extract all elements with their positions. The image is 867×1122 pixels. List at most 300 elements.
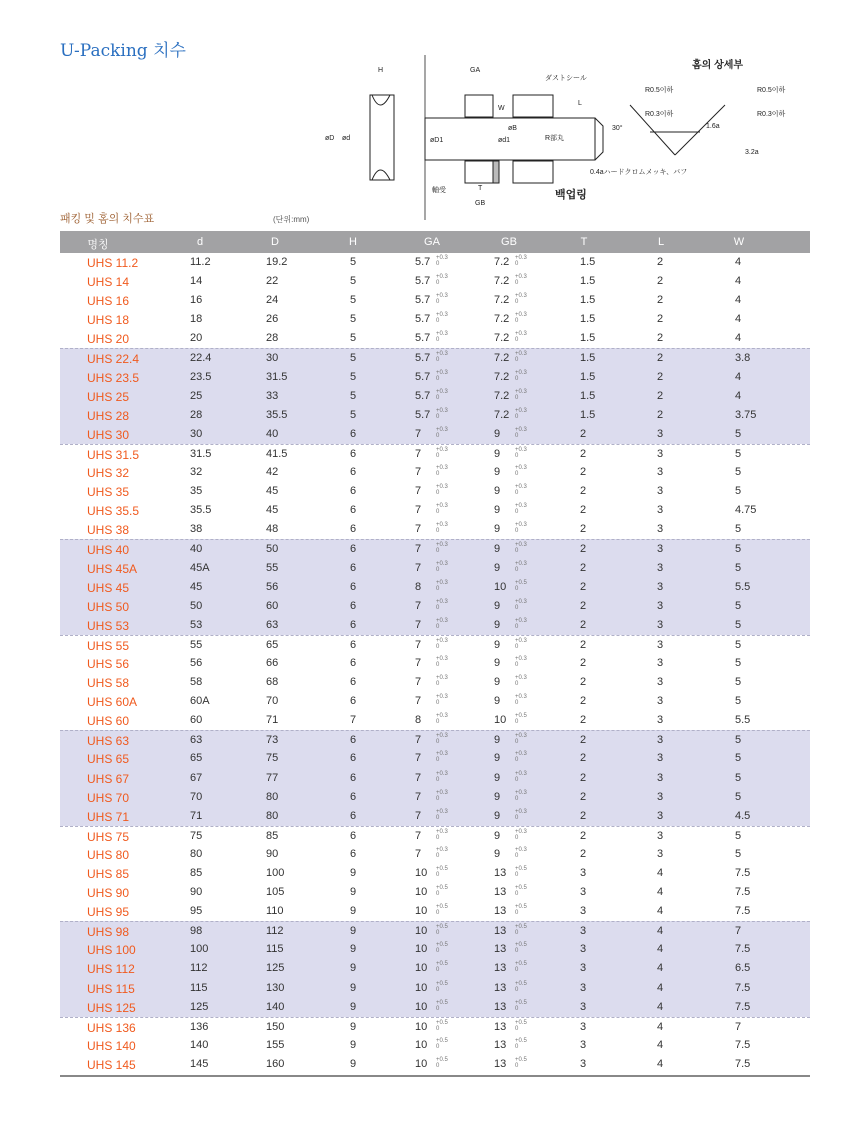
cell: 7.2	[494, 294, 510, 307]
cell: 35	[190, 485, 203, 498]
cell: 7	[415, 561, 422, 574]
tolerance-upper: +0.3	[436, 407, 448, 414]
tolerance-upper: +0.3	[436, 598, 448, 605]
part-name: UHS 40	[87, 543, 130, 558]
tolerance-lower: 0	[515, 280, 519, 287]
cell: 9	[494, 599, 501, 612]
tolerance	[515, 656, 527, 668]
part-name: UHS 50	[87, 599, 130, 614]
dim-gb-label: GB	[475, 200, 486, 207]
part-name: UHS 115	[87, 981, 135, 996]
cell: 30	[266, 352, 279, 365]
cell: 22	[266, 275, 279, 288]
cell: 4	[735, 275, 742, 288]
table-row	[60, 654, 810, 673]
cell: 9	[494, 561, 501, 574]
cell: 33	[266, 389, 279, 402]
cell: 32	[190, 466, 203, 479]
tolerance	[436, 503, 448, 515]
tolerance	[436, 522, 448, 534]
cell: 2	[580, 618, 587, 631]
cell: 6.5	[735, 962, 751, 975]
cell: 6	[350, 543, 357, 556]
part-name: UHS 45	[87, 580, 130, 595]
r03-right: R0.3이하	[757, 111, 786, 118]
cell: 6	[350, 656, 357, 669]
cell: 13	[494, 905, 507, 918]
tolerance	[436, 447, 448, 459]
cell: 1.5	[580, 332, 596, 345]
cell: 7	[735, 1020, 742, 1033]
tolerance	[436, 618, 448, 630]
cell: 19.2	[266, 256, 288, 268]
tolerance	[515, 293, 527, 305]
part-name: UHS 100	[87, 943, 136, 958]
cell: 7	[415, 656, 422, 669]
tolerance	[515, 790, 527, 802]
cell: 6	[350, 752, 357, 765]
tolerance-lower: 0	[515, 967, 519, 974]
tolerance-upper: +0.3	[515, 351, 527, 358]
cell: 40	[190, 543, 203, 556]
cell: 50	[190, 599, 203, 612]
table-row	[60, 387, 810, 406]
tolerance	[515, 675, 527, 687]
part-name: UHS 25	[87, 389, 130, 404]
tolerance-upper: +0.3	[436, 694, 448, 701]
cell: 7	[415, 809, 422, 822]
tolerance-lower: 0	[436, 1043, 440, 1050]
cell: 5.7	[415, 332, 431, 345]
cell: 4	[657, 1057, 664, 1070]
cell: 3	[580, 962, 587, 975]
cell: 3	[580, 1020, 587, 1033]
tolerance-lower: 0	[515, 872, 519, 878]
tolerance-upper: +0.3	[436, 331, 448, 338]
cell: 56	[266, 580, 279, 593]
cell: 10	[415, 962, 428, 975]
tolerance-upper: +0.3	[436, 426, 448, 433]
cell: 160	[266, 1057, 285, 1070]
tolerance-upper: +0.5	[515, 885, 527, 892]
cell: 4	[657, 1000, 664, 1013]
tolerance-lower: 0	[436, 490, 440, 497]
cell: 5.7	[415, 256, 431, 268]
cell: 66	[266, 656, 279, 669]
tolerance	[436, 675, 448, 687]
cell: 10	[415, 867, 428, 879]
cell: 6	[350, 485, 357, 498]
part-name: UHS 71	[87, 809, 130, 824]
cell: 7.2	[494, 313, 510, 326]
cell: 5	[735, 847, 742, 860]
cell: 6	[350, 829, 357, 842]
cell: 9	[350, 905, 357, 918]
tolerance-lower: 0	[436, 318, 440, 325]
part-name: UHS 28	[87, 408, 130, 423]
table-row	[60, 368, 810, 387]
table-row	[60, 425, 810, 444]
tolerance	[436, 580, 448, 592]
cell: 63	[266, 618, 279, 631]
tolerance	[436, 638, 448, 650]
part-name: UHS 98	[87, 925, 130, 940]
tolerance	[515, 866, 527, 878]
cell: 90	[190, 886, 203, 899]
tolerance-upper: +0.3	[515, 846, 527, 853]
tolerance	[436, 847, 448, 859]
tolerance	[515, 255, 527, 267]
cell: 56	[190, 656, 203, 669]
table-row	[60, 482, 810, 501]
tolerance-upper: +0.3	[436, 522, 448, 529]
cell: 1.5	[580, 294, 596, 307]
tolerance	[515, 733, 527, 745]
cell: 60A	[190, 695, 210, 708]
table-row	[60, 291, 810, 310]
tolerance-lower: 0	[515, 757, 519, 764]
cell: 5	[350, 389, 357, 402]
tolerance	[436, 427, 448, 439]
tolerance-lower: 0	[436, 776, 440, 783]
cell: 4	[657, 925, 664, 938]
cell: 145	[190, 1057, 209, 1070]
tolerance-lower: 0	[436, 375, 440, 382]
tolerance	[436, 713, 448, 725]
tolerance-lower: 0	[436, 413, 440, 420]
cell: 55	[266, 561, 279, 574]
cell: 4	[657, 905, 664, 918]
tolerance-upper: +0.3	[515, 426, 527, 433]
cell: 7	[350, 714, 357, 727]
tolerance-lower: 0	[515, 930, 519, 937]
table-row	[60, 845, 810, 864]
cell: 6	[350, 599, 357, 612]
cell: 1.5	[580, 408, 596, 421]
cell: 3	[657, 638, 664, 651]
part-name: UHS 11.2	[87, 256, 139, 270]
roughness-2: 3.2a	[745, 149, 759, 156]
part-name: UHS 38	[87, 523, 130, 538]
table-row	[60, 310, 810, 329]
cell: 65	[190, 752, 203, 765]
table-title: 패킹 및 홈의 치수표	[60, 213, 155, 225]
cell: 10	[415, 905, 428, 918]
tolerance	[515, 522, 527, 534]
cell: 7	[415, 599, 422, 612]
tolerance-upper: +0.3	[515, 542, 527, 549]
tolerance-lower: 0	[436, 1062, 440, 1069]
cell: 7.2	[494, 352, 510, 365]
tolerance-lower: 0	[436, 566, 440, 573]
tolerance-upper: +0.5	[515, 999, 527, 1006]
cell: 5	[350, 275, 357, 288]
tolerance	[515, 503, 527, 515]
cell: 2	[580, 447, 587, 460]
cell: 13	[494, 867, 507, 879]
tolerance-upper: +0.3	[515, 484, 527, 491]
cell: 5	[350, 332, 357, 345]
tolerance	[515, 312, 527, 324]
cell: 7	[415, 829, 422, 842]
cell: 41.5	[266, 447, 288, 460]
tolerance-upper: +0.3	[436, 446, 448, 453]
table-row	[60, 501, 810, 520]
tolerance	[515, 1038, 527, 1050]
cell: 7	[415, 523, 422, 536]
cell: 7.5	[735, 886, 751, 899]
tolerance-lower: 0	[515, 1025, 519, 1032]
cell: 125	[190, 1000, 209, 1013]
cell: 3	[580, 1038, 587, 1051]
tolerance-lower: 0	[515, 643, 519, 650]
tolerance	[515, 713, 527, 725]
cell: 13	[494, 1000, 507, 1013]
tolerance-lower: 0	[436, 719, 440, 726]
cell: 9	[494, 485, 501, 498]
tolerance-upper: +0.3	[436, 846, 448, 853]
tolerance-lower: 0	[436, 872, 440, 878]
tolerance-upper: +0.3	[515, 828, 527, 835]
cell: 26	[266, 313, 279, 326]
cell: 53	[190, 618, 203, 631]
tolerance-lower: 0	[515, 604, 519, 611]
cell: 2	[580, 695, 587, 708]
tolerance	[515, 771, 527, 783]
tolerance-upper: +0.5	[436, 924, 448, 931]
tolerance-upper: +0.3	[436, 655, 448, 662]
tolerance	[515, 1020, 527, 1032]
cell: 7	[415, 734, 422, 747]
cell: 6	[350, 695, 357, 708]
tolerance-upper: +0.3	[436, 751, 448, 758]
cell: 3	[657, 485, 664, 498]
cell: 2	[580, 485, 587, 498]
cell: 75	[266, 752, 279, 765]
cell: 9	[494, 427, 501, 440]
table-row	[60, 520, 810, 539]
tolerance-upper: +0.3	[515, 255, 527, 261]
tolerance-lower: 0	[515, 852, 519, 859]
part-name: UHS 14	[87, 275, 130, 290]
cell: 2	[580, 752, 587, 765]
cell: 40	[266, 427, 279, 440]
cell: 71	[266, 714, 279, 727]
cell: 5.7	[415, 313, 431, 326]
table-row	[60, 940, 810, 959]
tolerance-lower: 0	[515, 548, 519, 555]
tolerance-lower: 0	[436, 910, 440, 917]
tolerance-upper: +0.5	[436, 866, 448, 872]
chamfer-label: R部丸	[545, 135, 565, 142]
cell: 5	[735, 485, 742, 498]
tolerance	[436, 771, 448, 783]
cell: 60	[266, 599, 279, 612]
r03-left: R0.3이하	[645, 111, 674, 118]
tolerance-upper: +0.3	[515, 407, 527, 414]
cell: 125	[266, 962, 285, 975]
tolerance-upper: +0.3	[436, 351, 448, 358]
part-name: UHS 145	[87, 1057, 136, 1072]
cell: 5	[735, 638, 742, 651]
table-row	[60, 578, 810, 597]
cell: 2	[580, 809, 587, 822]
tolerance-upper: +0.3	[436, 770, 448, 777]
cell: 6	[350, 790, 357, 803]
cell: 10	[415, 886, 428, 899]
cell: 80	[190, 847, 203, 860]
table-row	[60, 883, 810, 902]
cell: 4	[735, 370, 742, 383]
u-packing-diagram	[320, 50, 820, 230]
cell: 2	[580, 847, 587, 860]
tolerance-lower: 0	[436, 643, 440, 650]
tolerance	[436, 904, 448, 916]
tolerance	[515, 427, 527, 439]
cell: 5	[350, 256, 357, 268]
cell: 5	[735, 771, 742, 784]
tolerance-lower: 0	[515, 337, 519, 344]
cell: 7	[415, 638, 422, 651]
table-row	[60, 444, 810, 463]
tolerance	[515, 924, 527, 936]
cell: 3	[657, 599, 664, 612]
table-row	[60, 749, 810, 768]
cell: 9	[494, 829, 501, 842]
tolerance	[436, 408, 448, 420]
cell: 5	[735, 427, 742, 440]
cell: 7	[415, 847, 422, 860]
tolerance-lower: 0	[436, 681, 440, 688]
cell: 3	[657, 504, 664, 517]
cell: 4.75	[735, 504, 757, 517]
tolerance	[515, 809, 527, 821]
cell: 2	[657, 370, 664, 383]
cell: 4	[657, 1038, 664, 1051]
cell: 6	[350, 580, 357, 593]
tolerance-lower: 0	[515, 891, 519, 898]
cell: 28	[190, 408, 203, 421]
cell: 5	[735, 523, 742, 536]
dust-seal-label: ダストシール	[545, 75, 587, 82]
cell: 7.2	[494, 408, 510, 421]
cell: 13	[494, 925, 507, 938]
part-name: UHS 95	[87, 905, 130, 920]
tolerance	[515, 484, 527, 496]
cell: 5.7	[415, 275, 431, 288]
cell: 3	[657, 829, 664, 842]
tolerance-lower: 0	[515, 509, 519, 516]
cell: 7	[415, 466, 422, 479]
tolerance-lower: 0	[515, 261, 519, 267]
tolerance-upper: +0.3	[515, 369, 527, 376]
tolerance-upper: +0.3	[515, 388, 527, 395]
tolerance	[436, 542, 448, 554]
cell: 9	[494, 771, 501, 784]
tolerance-lower: 0	[515, 585, 519, 592]
tolerance-upper: +0.5	[436, 885, 448, 892]
cell: 2	[580, 504, 587, 517]
cell: 2	[657, 294, 664, 307]
table-row	[60, 692, 810, 711]
tolerance-upper: +0.3	[436, 675, 448, 682]
tolerance-upper: +0.3	[515, 617, 527, 624]
cell: 45A	[190, 561, 210, 574]
tolerance-upper: +0.3	[436, 617, 448, 624]
dim-w-label: W	[498, 105, 505, 112]
tolerance	[436, 1020, 448, 1032]
cell: 2	[580, 829, 587, 842]
cell: 9	[494, 447, 501, 460]
cell: 5	[735, 790, 742, 803]
tolerance-lower: 0	[515, 432, 519, 439]
cell: 1.5	[580, 370, 596, 383]
tolerance-upper: +0.5	[515, 924, 527, 931]
cell: 115	[266, 943, 284, 956]
cell: 5	[350, 294, 357, 307]
table-row	[60, 406, 810, 425]
cell: 3	[657, 847, 664, 860]
cell: 13	[494, 1038, 507, 1051]
tolerance-upper: +0.5	[515, 579, 527, 586]
table-row	[60, 635, 810, 654]
cell: 2	[580, 656, 587, 669]
cell: 65	[266, 638, 279, 651]
tolerance-upper: +0.3	[515, 598, 527, 605]
cell: 5.7	[415, 389, 431, 402]
cell: 9	[494, 790, 501, 803]
cell: 5	[350, 352, 357, 365]
tolerance	[515, 904, 527, 916]
part-name: UHS 53	[87, 618, 130, 633]
cell: 77	[266, 771, 279, 784]
part-name: UHS 18	[87, 313, 130, 328]
part-name: UHS 90	[87, 886, 130, 901]
tolerance	[515, 829, 527, 841]
cell: 7	[415, 752, 422, 765]
cell: 6	[350, 466, 357, 479]
tolerance-upper: +0.3	[436, 637, 448, 644]
cell: 6	[350, 847, 357, 860]
bearing-label: 軸受	[432, 187, 446, 194]
cell: 9	[494, 752, 501, 765]
tolerance-upper: +0.3	[515, 274, 527, 281]
cell: 3	[657, 543, 664, 556]
cell: 7.2	[494, 389, 510, 402]
part-name: UHS 112	[87, 962, 135, 977]
cell: 3.8	[735, 352, 751, 365]
cell: 3	[580, 886, 587, 899]
table-row	[60, 979, 810, 998]
tolerance	[436, 733, 448, 745]
table-row	[60, 769, 810, 788]
tolerance-upper: +0.5	[515, 713, 527, 720]
dim-phid1-big: øD1	[430, 137, 444, 144]
cell: 9	[350, 1020, 357, 1033]
unit-label: (단위:mm)	[273, 215, 310, 224]
tolerance	[436, 293, 448, 305]
cell: 2	[580, 580, 587, 593]
tolerance-upper: +0.3	[515, 751, 527, 758]
tolerance-lower: 0	[436, 1025, 440, 1032]
cell: 2	[657, 352, 664, 365]
part-name: UHS 55	[87, 638, 130, 653]
tolerance-upper: +0.3	[436, 560, 448, 567]
tolerance	[436, 656, 448, 668]
part-name: UHS 67	[87, 771, 130, 786]
tolerance-upper: +0.3	[436, 465, 448, 472]
table-row	[60, 597, 810, 616]
